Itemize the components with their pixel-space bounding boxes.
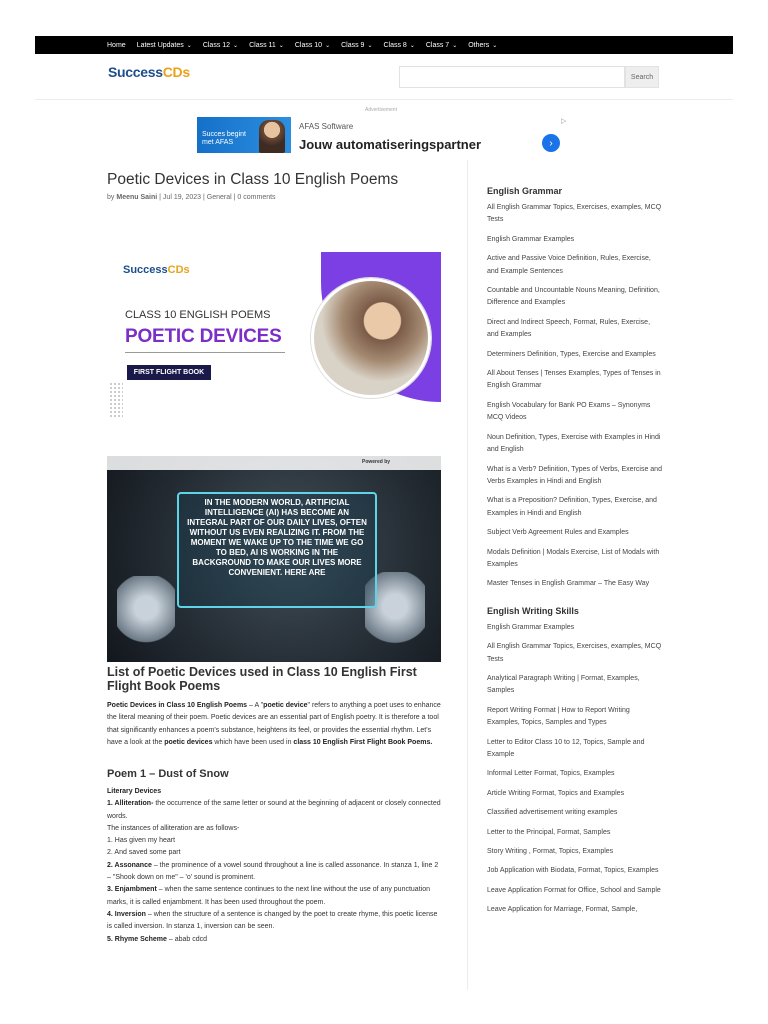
chevron-down-icon: ⌄ — [492, 42, 498, 49]
featured-logo-part-1: Success — [123, 264, 168, 276]
intro-bold-3: poetic devices — [164, 738, 213, 746]
intro-text-2: " refers to anything a poet uses to enhance the literal meaning of their poem. Poetic devices are an essential part of English poetry. It is therefore a tool that significantly enhances a poem's substance, heightens its feel, or provides the essential rhythm. Let's have a look at the — [107, 702, 441, 746]
robot-hand-left — [117, 576, 175, 656]
sidebar-link[interactable]: Active and Passive Voice Definition, Rules, Exercise, and Example Sentences — [487, 255, 651, 275]
video-top-bar — [107, 456, 441, 470]
nav-item-label: Others — [468, 41, 490, 49]
chevron-down-icon: ⌄ — [233, 42, 239, 49]
device-2-text: – the prominence of a vowel sound throughout a line is called assonance. In stanza 1, line 2 – "Shook down on me" – 'o' sound is prominent. — [107, 861, 439, 882]
nav-item[interactable] — [249, 42, 284, 49]
sidebar-heading-grammar: English Grammar — [487, 186, 563, 196]
sidebar-link[interactable]: All English Grammar Topics, Exercises, examples, MCQ Tests — [487, 204, 662, 224]
device-4-label: 4. Inversion — [107, 910, 146, 918]
video-player[interactable] — [107, 456, 441, 662]
ad-person-photo — [259, 120, 285, 153]
sidebar-list-grammar — [487, 202, 663, 591]
site-logo[interactable] — [108, 64, 190, 80]
nav-item[interactable] — [107, 42, 126, 49]
sidebar-link[interactable]: Master Tenses in English Grammar – The Easy Way — [487, 580, 650, 588]
ad-choices-icon[interactable]: ▷ — [561, 118, 567, 125]
device-3-label: 3. Enjambment — [107, 886, 157, 894]
device-5-text: – abab cdcd — [166, 935, 208, 943]
ad-image-text — [202, 131, 246, 147]
device-1-label: 1. Alliteration- — [107, 800, 154, 808]
chevron-down-icon: ⌄ — [367, 42, 373, 49]
sidebar-link[interactable]: Direct and Indirect Speech, Format, Rules, Exercise, and Examples — [487, 318, 651, 339]
nav-item-label: Class 8 — [383, 41, 407, 49]
search-input[interactable] — [399, 66, 625, 88]
nav-item[interactable] — [137, 42, 192, 49]
sidebar — [487, 186, 663, 924]
featured-image — [107, 252, 441, 424]
post-date: Jul 19, 2023 — [162, 194, 202, 201]
device-1-instances: The instances of alliteration are as follows- — [107, 824, 240, 832]
sidebar-link[interactable]: Report Writing Format | How to Report Writing Examples, Topics, Samples and Types — [487, 706, 630, 727]
header-divider — [35, 99, 733, 100]
featured-logo — [123, 264, 190, 276]
section-heading: List of Poetic Devices used in Class 10 English First Flight Book Poems — [107, 665, 417, 693]
sidebar-link[interactable]: Leave Application Format for Office, School and Sample — [487, 886, 661, 894]
nav-item-label: Class 9 — [341, 41, 365, 49]
intro-text-1: – A " — [247, 702, 264, 709]
nav-item-label: Home — [107, 41, 126, 49]
sidebar-link[interactable]: Story Writing , Format, Topics, Examples — [487, 848, 614, 856]
ad-image-text-1: Succes begint — [202, 131, 246, 138]
chevron-down-icon: ⌄ — [278, 42, 284, 49]
ad-image-text-2: met AFAS — [202, 139, 234, 146]
device-2-label: 2. Assonance — [107, 861, 152, 869]
video-powered-by: Powered by — [362, 459, 391, 465]
ad-banner[interactable] — [197, 115, 569, 157]
ad-image[interactable] — [197, 117, 291, 153]
device-5-label: 5. Rhyme Scheme — [107, 935, 167, 943]
nav-item[interactable] — [468, 42, 497, 49]
meta-by: by — [107, 194, 115, 201]
sidebar-heading-writing: English Writing Skills — [487, 605, 579, 616]
sidebar-link[interactable]: English Grammar Examples — [487, 623, 575, 631]
featured-subtitle: CLASS 10 ENGLISH POEMS — [125, 309, 271, 321]
search-button[interactable]: Search — [625, 66, 659, 88]
sidebar-link[interactable]: What is a Verb? Definition, Types of Verbs, Exercise and Verbs Examples in Hindi and English — [487, 465, 662, 485]
sidebar-link[interactable]: Classified advertisement writing examples — [487, 809, 618, 817]
chevron-down-icon: ⌄ — [409, 42, 415, 49]
device-1-instance-1: 1. Has given my heart — [107, 837, 176, 845]
video-caption: IN THE MODERN WORLD, ARTIFICIAL INTELLIGENCE (AI) HAS BECOME AN INTEGRAL PART OF OUR DAILY LIVES, OFTEN WITHOUT US EVEN REALIZING IT. FROM THE MOMENT WE WAKE UP TO THE TIME WE GO TO BED, AI IS WORKING IN THE BACKGROUND TO MAKE OUR LIVES MORE CONVENIENT. HERE ARE — [187, 498, 367, 577]
top-nav — [35, 36, 733, 54]
comments-link[interactable]: 0 comments — [237, 194, 276, 201]
intro-text-3: which have been used in — [212, 738, 294, 746]
nav-item[interactable] — [295, 42, 330, 49]
literary-devices-label: Literary Devices — [107, 788, 162, 795]
featured-logo-part-2: CDs — [167, 264, 190, 276]
ad-title[interactable]: Jouw automatiseringspartner — [299, 137, 482, 152]
sidebar-link[interactable]: Letter to Editor Class 10 to 12, Topics, Sample and Example — [487, 738, 645, 758]
intro-bold-4: class 10 English First Flight Book Poems. — [293, 738, 433, 746]
ad-brand[interactable]: AFAS Software — [299, 122, 354, 131]
sidebar-link[interactable]: Informal Letter Format, Topics, Examples — [487, 770, 615, 778]
intro-paragraph — [107, 700, 441, 749]
nav-item[interactable] — [426, 42, 457, 49]
chevron-down-icon: ⌄ — [325, 42, 331, 49]
nav-item[interactable] — [341, 42, 372, 49]
sidebar-link[interactable]: Noun Definition, Types, Exercise with Examples in Hindi and English — [487, 433, 661, 454]
sidebar-link[interactable]: Analytical Paragraph Writing | Format, Examples, Samples — [487, 674, 640, 695]
sidebar-divider — [467, 160, 468, 990]
nav-item-label: Class 11 — [249, 41, 276, 49]
ad-arrow-icon[interactable]: › — [542, 134, 560, 152]
sidebar-link[interactable]: Letter to the Principal, Format, Samples — [487, 828, 611, 836]
category-link[interactable]: General — [206, 194, 232, 201]
chevron-down-icon: ⌄ — [452, 42, 458, 49]
post-title: Poetic Devices in Class 10 English Poems — [107, 171, 399, 188]
poem-devices — [107, 786, 441, 946]
sidebar-link[interactable]: Job Application with Biodata, Format, Topics, Examples — [487, 867, 659, 875]
intro-bold-1: Poetic Devices in Class 10 English Poems — [107, 702, 248, 709]
intro-bold-2: poetic device — [263, 702, 308, 709]
featured-divider — [125, 352, 285, 353]
post-meta: by Meenu Saini | Jul 19, 2023 | General | 0 comments — [107, 194, 276, 201]
sidebar-link[interactable]: Leave Application for Marriage, Format, Sample, — [487, 906, 638, 914]
poem-heading: Poem 1 – Dust of Snow — [107, 768, 229, 780]
sidebar-link[interactable]: English Grammar Examples — [487, 235, 575, 243]
sidebar-link[interactable]: Countable and Uncountable Nouns Meaning, Definition, Difference and Examples — [487, 287, 660, 307]
nav-item-label: Class 12 — [202, 41, 231, 49]
page — [35, 0, 733, 1024]
sidebar-link[interactable]: Modals Definition | Modals Exercise, List of Modals with Examples — [487, 548, 660, 568]
nav-item[interactable] — [203, 42, 238, 49]
nav-item-label: Latest Updates — [136, 41, 184, 49]
main-content — [107, 170, 443, 943]
featured-dots-pattern — [109, 382, 123, 418]
device-1-instance-2: 2. And saved some part — [107, 849, 181, 857]
featured-main-title: POETIC DEVICES — [125, 326, 282, 347]
sidebar-link[interactable]: Article Writing Format, Topics and Examples — [487, 789, 625, 797]
sidebar-link[interactable]: Subject Verb Agreement Rules and Examples — [487, 529, 629, 537]
sidebar-link[interactable]: English Vocabulary for Bank PO Exams – Synonyms MCQ Videos — [487, 401, 651, 422]
featured-book-label: FIRST FLIGHT BOOK — [127, 365, 211, 380]
featured-student-photo — [311, 278, 431, 398]
sidebar-link[interactable]: All About Tenses | Tenses Examples, Types of Tenses in English Grammar — [487, 370, 661, 390]
nav-item-label: Class 7 — [425, 41, 450, 49]
device-4-text: – when the structure of a sentence is changed by the poet to create rhyme, this poetic license is called inversion. In stanza 1, inversion can be seen. — [107, 910, 438, 931]
ad-label: Advertisement — [365, 107, 397, 113]
chevron-down-icon: ⌄ — [186, 42, 192, 49]
nav-item-label: Class 10 — [294, 41, 323, 49]
sidebar-link[interactable]: All English Grammar Topics, Exercises, examples, MCQ Tests — [487, 643, 662, 663]
logo-part-2: CDs — [162, 64, 190, 80]
device-1-text: the occurrence of the same letter or sound at the beginning of adjacent or closely connected words. — [107, 800, 441, 820]
sidebar-list-writing — [487, 622, 663, 917]
sidebar-link[interactable]: Determiners Definition, Types, Exercise and Examples — [487, 350, 656, 358]
logo-part-1: Success — [108, 64, 163, 80]
device-3-text: – when the same sentence continues to the next line without the use of any punctuation marks, it is called enjambment. It has been used throughout the poem. — [107, 886, 430, 906]
sidebar-link[interactable]: What is a Preposition? Definition, Types, Exercise, and Examples in Hindi and English — [487, 497, 657, 517]
nav-item[interactable] — [383, 42, 414, 49]
author-link[interactable]: Meenu Saini — [116, 194, 158, 201]
